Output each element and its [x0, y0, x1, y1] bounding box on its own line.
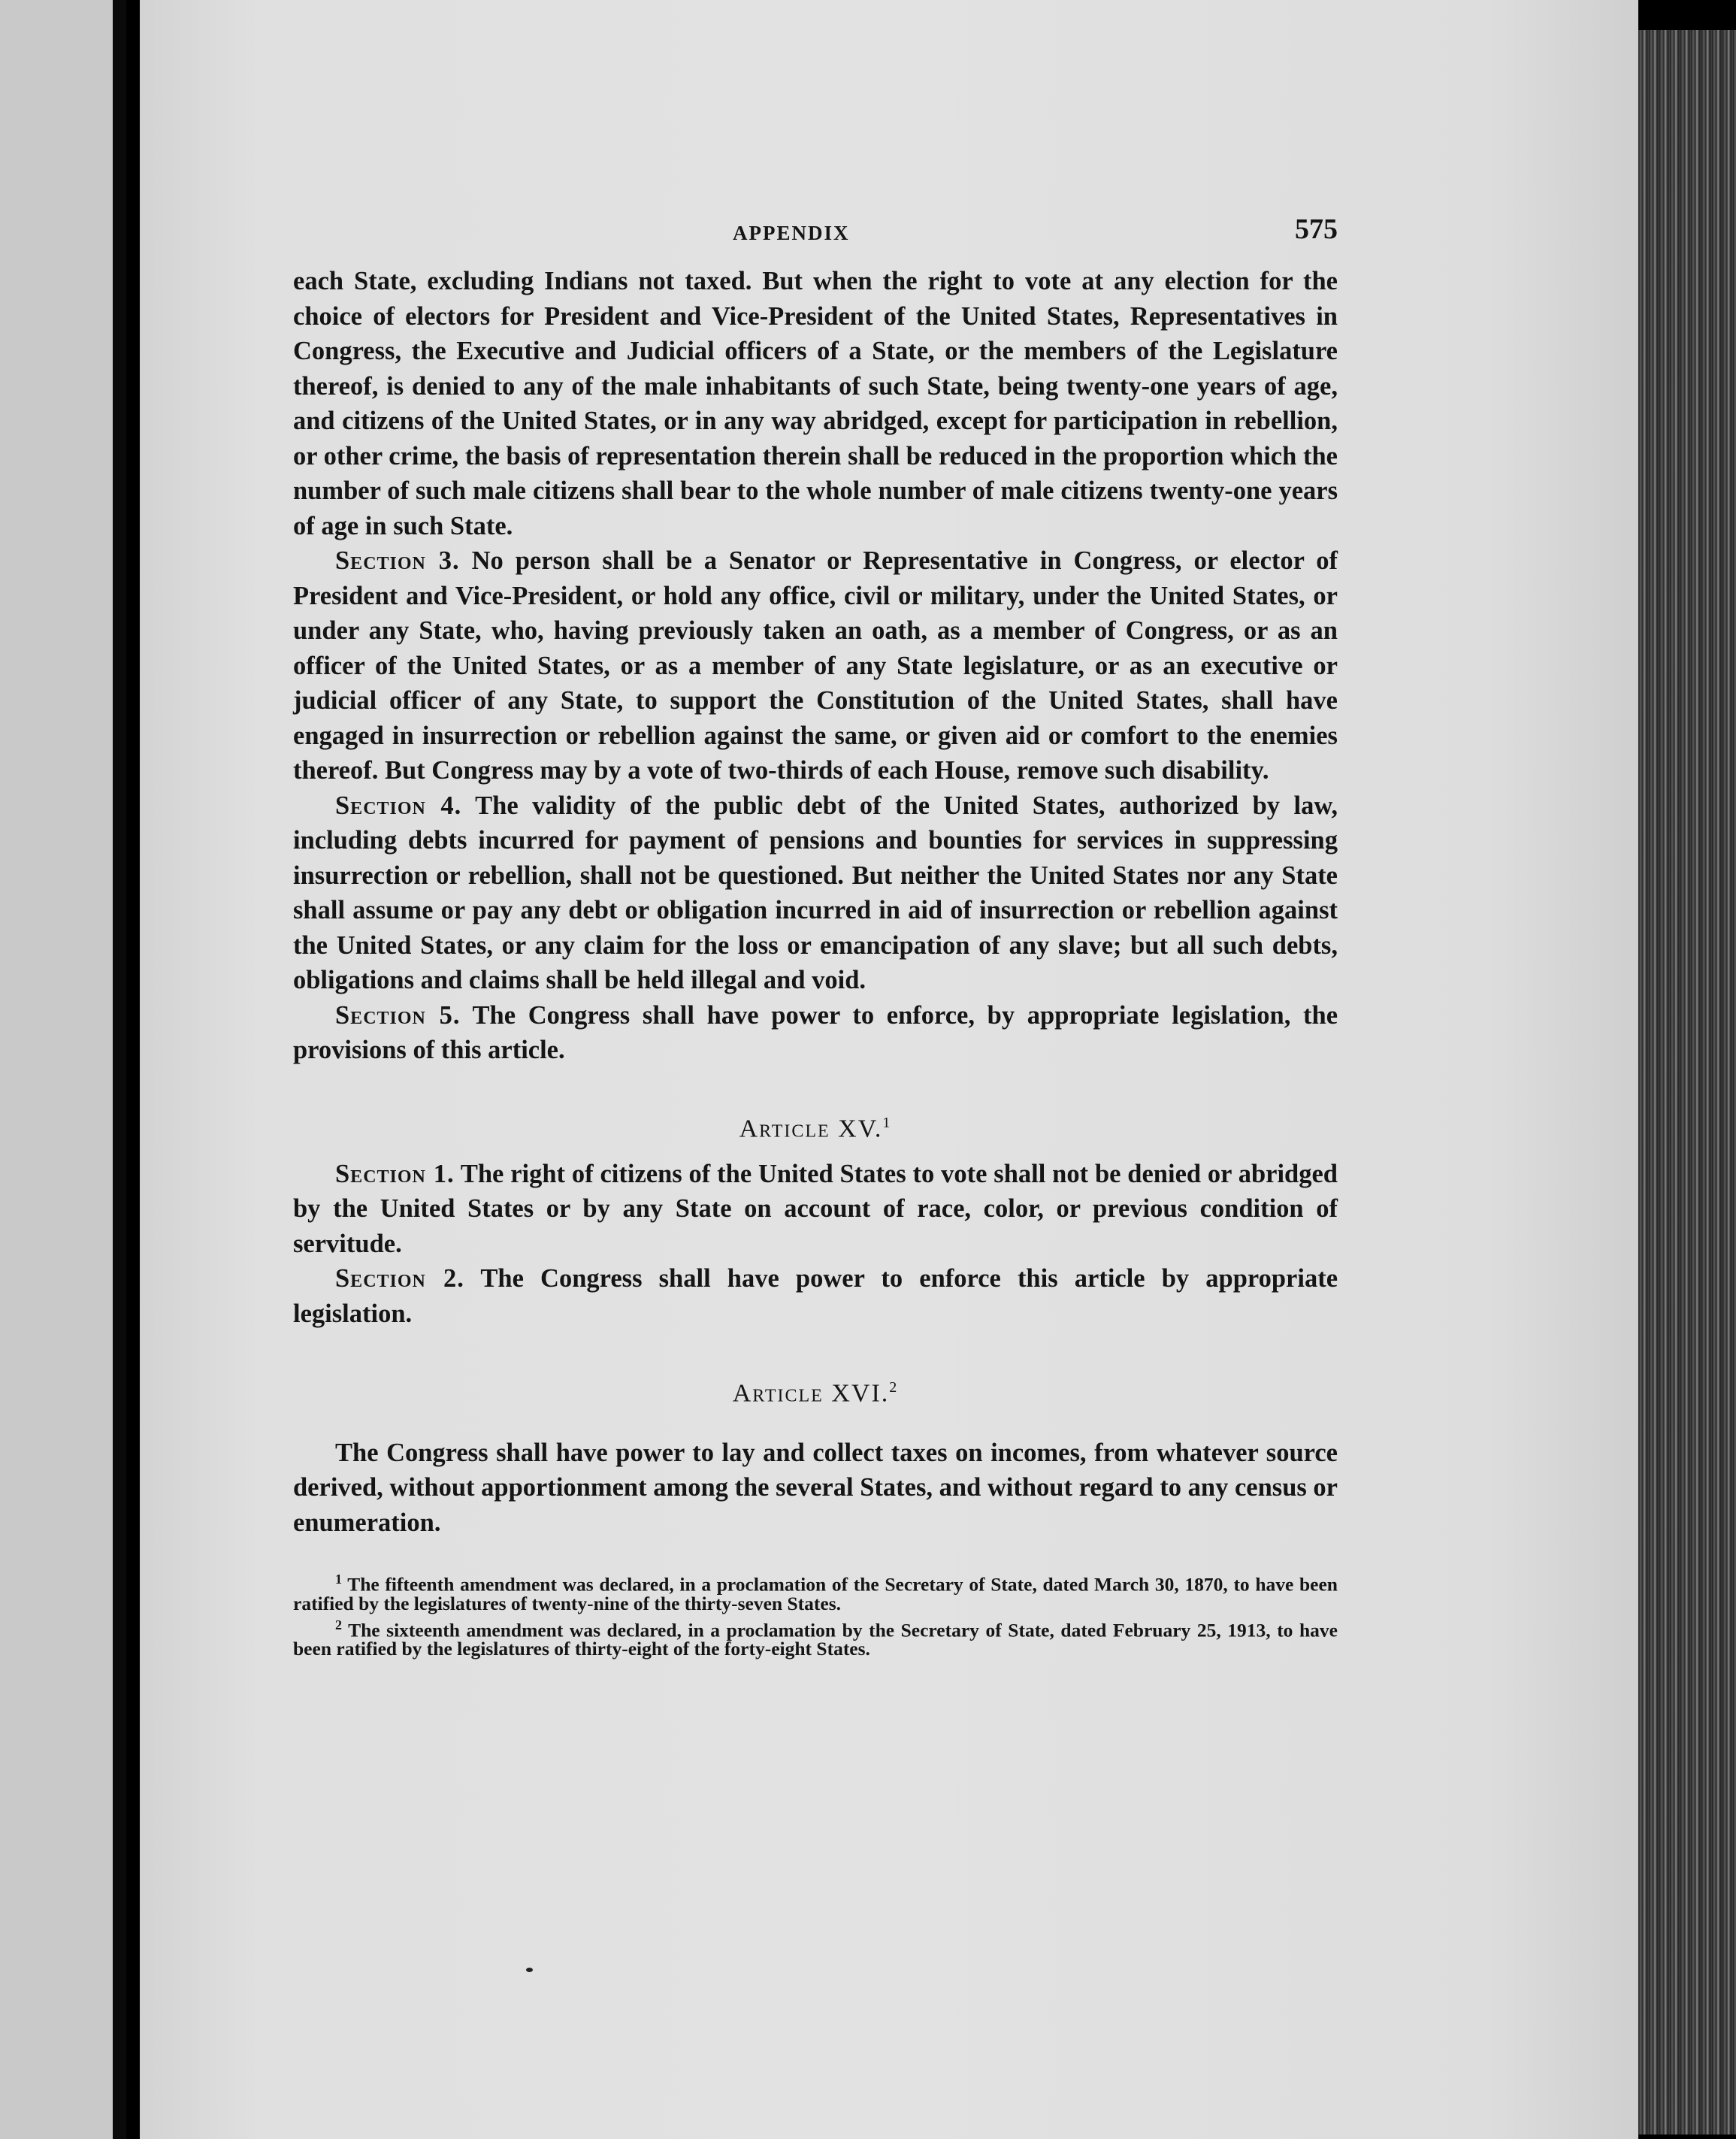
page-block-edges: [1638, 30, 1736, 2134]
section-label: Section 5.: [335, 1000, 461, 1030]
article-xvi-text: The Congress shall have power to lay and collect taxes on incomes, from whatever source derived, without apportionment among the several States, and without regard to any census or enumeration.: [293, 1438, 1338, 1537]
footnotes: [293, 1570, 1338, 1658]
article-xv-section-1: [293, 1157, 1338, 1262]
footnote-ref: 2: [889, 1379, 899, 1396]
section-text: The right of citizens of the United States to vote shall not be denied or abridged by the United States or by any State on account of race, color, or previous condition of servitude.: [293, 1159, 1338, 1258]
page-text-block: [293, 213, 1338, 1658]
footnote-1: [293, 1570, 1338, 1613]
article-xiv-section-3: [293, 543, 1338, 788]
section-text: No person shall be a Senator or Representative in Congress, or elector of President and Vice-President, or hold any office, civil or military, under the United States, or under any State, who, having previously taken an oath, as a member of Congress, or as an officer of the United States, or as a member of any State legislature, or as an executive or judicial officer of any State, to support the Constitution of the United States, shall have engaged in insurrection or rebellion against the same, or given aid or comfort to the enemies thereof. But Congress may by a vote of two-thirds of each House, remove such disability.: [293, 546, 1338, 785]
article-xiv-section-2-continuation: each State, excluding Indians not taxed. But when the right to vote at any election for the choice of electors for President and Vice-President of the United States, Representatives in Congress, the Executive and Judicial officers of a State, or the members of the Legislature thereof, is denied to any of the male inhabitants of such State, being twenty-one years of age, and citizens of the United States, or in any way abridged, except for participation in rebellion, or other crime, the basis of representation therein shall be reduced in the proportion which the number of such male citizens shall bear to the whole number of male citizens twenty-one years of age in such State.: [293, 267, 1338, 540]
footnote-mark: 1: [335, 1572, 342, 1587]
ink-speck: [526, 1968, 533, 1972]
section-text: The validity of the public debt of the United States, authorized by law, including debts incurred for payment of pensions and bounties for services in suppressing insurrection or rebellion, shall not be questioned. But neither the United States nor any State shall assume or pay any debt or obligation incurred in aid of insurrection or rebellion against the United States, or any claim for the loss or emancipation of any slave; but all such debts, obligations and claims shall be held illegal and void.: [293, 791, 1338, 994]
footnote-mark: 2: [335, 1617, 342, 1632]
section-label: Section 4.: [335, 791, 462, 820]
page-number: 575: [1295, 213, 1338, 245]
article-xv-heading: [293, 1115, 1338, 1143]
footnote-2: [293, 1616, 1338, 1659]
section-label: Section 3.: [335, 546, 460, 575]
running-head: [293, 213, 1338, 258]
section-label: Section 2.: [335, 1264, 464, 1293]
section-text: The Congress shall have power to enforce this article by appropriate legislation.: [293, 1264, 1338, 1328]
section-label: Section 1.: [335, 1159, 455, 1188]
footnote-ref: 1: [882, 1114, 892, 1131]
article-xv-section-2: [293, 1261, 1338, 1331]
footnote-text: The sixteenth amendment was declared, in a proclamation by the Secretary of State, dated February 25, 1913, to have been ratified by the legislatures of thirty-eight of the forty-eight States.: [293, 1619, 1338, 1660]
running-head-title: APPENDIX: [733, 222, 850, 244]
article-xvi-heading: [293, 1379, 1338, 1408]
article-xiv-section-5: [293, 998, 1338, 1068]
section-text: The Congress shall have power to enforce, by appropriate legislation, the provisions of this article.: [293, 1000, 1338, 1064]
footnote-text: The fifteenth amendment was declared, in a proclamation of the Secretary of State, dated March 30, 1870, to have been ratified by the legislatures of twenty-nine of the thirty-seven States.: [293, 1573, 1338, 1614]
article-heading-text: Article XVI.: [732, 1379, 890, 1408]
article-xiv-section-4: [293, 788, 1338, 998]
facing-page-edge: [0, 0, 126, 2139]
article-heading-text: Article XV.: [739, 1114, 883, 1142]
